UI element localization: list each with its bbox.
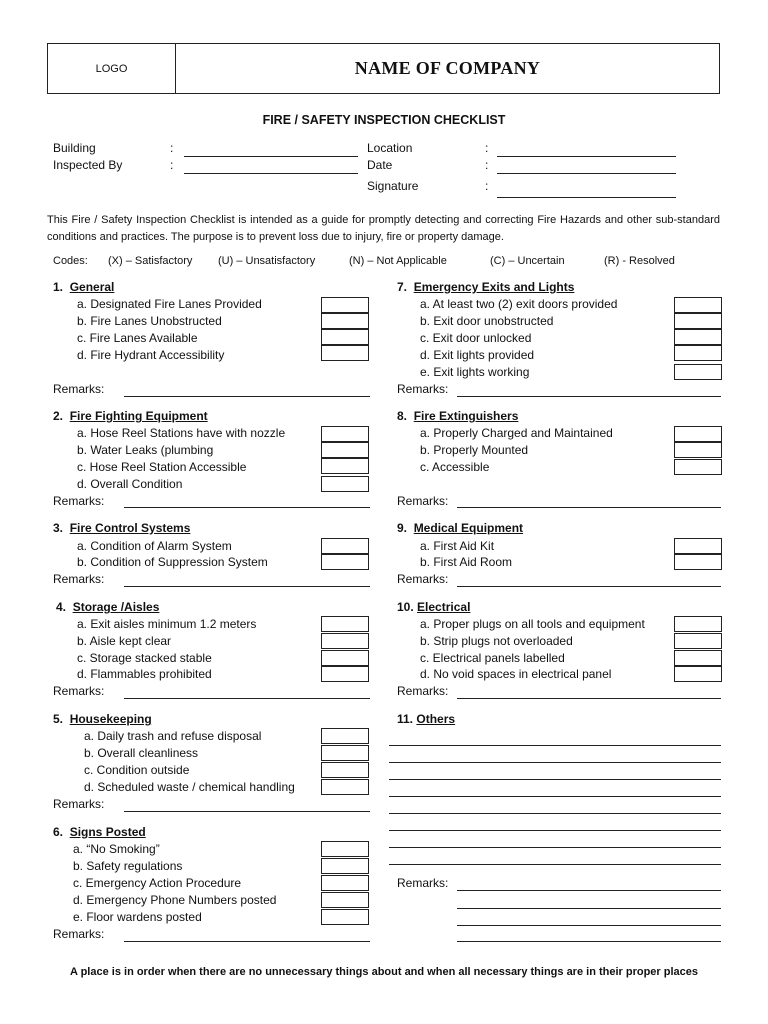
company-name: NAME OF COMPANY bbox=[354, 58, 541, 78]
checkbox[interactable] bbox=[321, 892, 369, 908]
colon: : bbox=[485, 141, 489, 155]
others-line[interactable] bbox=[389, 796, 721, 797]
checkbox[interactable] bbox=[321, 779, 369, 795]
others-line[interactable] bbox=[389, 847, 721, 848]
checklist-item: a. Daily trash and refuse disposal bbox=[84, 729, 262, 743]
inspected-by-label: Inspected By bbox=[53, 158, 123, 172]
code-not-applicable: (N) – Not Applicable bbox=[349, 255, 447, 267]
checkbox[interactable] bbox=[321, 841, 369, 857]
checklist-item: b. Safety regulations bbox=[73, 859, 183, 873]
section-title: 7. Emergency Exits and Lights bbox=[397, 280, 575, 294]
checkbox[interactable] bbox=[321, 875, 369, 891]
checkbox[interactable] bbox=[321, 762, 369, 778]
colon: : bbox=[485, 179, 489, 193]
checklist-item: d. No void spaces in electrical panel bbox=[420, 667, 612, 681]
remarks-field[interactable] bbox=[124, 698, 370, 699]
checklist-item: d. Emergency Phone Numbers posted bbox=[73, 893, 277, 907]
remarks-field[interactable] bbox=[124, 941, 370, 942]
checklist-item: c. Storage stacked stable bbox=[77, 651, 212, 665]
checklist-item: b. Properly Mounted bbox=[420, 443, 529, 457]
remarks-label: Remarks: bbox=[53, 494, 105, 508]
checkbox[interactable] bbox=[321, 616, 369, 632]
checklist-item: b. Fire Lanes Unobstructed bbox=[77, 314, 222, 328]
checklist-item: d. Exit lights provided bbox=[420, 348, 535, 362]
checkbox[interactable] bbox=[321, 538, 369, 554]
remarks-label: Remarks: bbox=[397, 494, 449, 508]
checklist-item: b. Strip plugs not overloaded bbox=[420, 634, 573, 648]
checkbox[interactable] bbox=[674, 313, 722, 329]
section-title: 9. Medical Equipment bbox=[397, 521, 524, 535]
remarks-field[interactable] bbox=[457, 698, 721, 699]
checklist-item: c. Accessible bbox=[420, 460, 490, 474]
checkbox[interactable] bbox=[321, 426, 369, 442]
checkbox[interactable] bbox=[321, 554, 369, 570]
checklist-item: a. First Aid Kit bbox=[420, 539, 495, 553]
others-line[interactable] bbox=[389, 779, 721, 780]
location-field[interactable] bbox=[497, 156, 676, 157]
checkbox[interactable] bbox=[674, 554, 722, 570]
checkbox[interactable] bbox=[321, 458, 369, 474]
checklist-item: c. Fire Lanes Available bbox=[77, 331, 198, 345]
checklist-item: c. Condition outside bbox=[84, 763, 190, 777]
checkbox[interactable] bbox=[321, 728, 369, 744]
code-resolved: (R) - Resolved bbox=[604, 255, 675, 267]
checklist-item: c. Emergency Action Procedure bbox=[73, 876, 242, 890]
codes-label: Codes: bbox=[53, 255, 88, 267]
date-field[interactable] bbox=[497, 173, 676, 174]
remarks-field[interactable] bbox=[457, 908, 721, 909]
others-line[interactable] bbox=[389, 830, 721, 831]
remarks-label: Remarks: bbox=[397, 382, 449, 396]
checklist-item: a. Designated Fire Lanes Provided bbox=[77, 297, 262, 311]
remarks-field[interactable] bbox=[124, 507, 370, 508]
intro-paragraph: This Fire / Safety Inspection Checklist is intended as a guide for promptly detecting and correcting Fire Hazards and other sub-standard conditions and practices. The purpose is to prevent loss due to injury, fire or property damage. bbox=[47, 214, 720, 243]
others-line[interactable] bbox=[389, 762, 721, 763]
header-box bbox=[47, 43, 720, 94]
checklist-item: b. First Aid Room bbox=[420, 555, 513, 569]
checklist-item: a. Condition of Alarm System bbox=[77, 539, 232, 553]
checkbox[interactable] bbox=[321, 313, 369, 329]
code-satisfactory: (X) – Satisfactory bbox=[108, 255, 193, 267]
remarks-label: Remarks: bbox=[53, 927, 105, 941]
checklist-item: b. Overall cleanliness bbox=[84, 746, 199, 760]
checkbox[interactable] bbox=[674, 633, 722, 649]
remarks-field[interactable] bbox=[457, 941, 721, 942]
checklist-item: a. Proper plugs on all tools and equipment bbox=[420, 617, 645, 631]
section-title: 8. Fire Extinguishers bbox=[397, 409, 519, 423]
date-label: Date bbox=[367, 158, 393, 172]
section-title: 4. Storage /Aisles bbox=[56, 600, 160, 614]
building-label: Building bbox=[53, 141, 96, 155]
checklist-item: b. Condition of Suppression System bbox=[77, 555, 268, 569]
signature-field[interactable] bbox=[497, 197, 676, 198]
checklist-item: a. Hose Reel Stations have with nozzle bbox=[77, 426, 286, 440]
remarks-field[interactable] bbox=[124, 811, 370, 812]
section-title: 10. Electrical bbox=[397, 600, 471, 614]
signature-label: Signature bbox=[367, 179, 419, 193]
checkbox[interactable] bbox=[674, 538, 722, 554]
checkbox[interactable] bbox=[674, 426, 722, 442]
code-uncertain: (C) – Uncertain bbox=[490, 255, 565, 267]
remarks-field[interactable] bbox=[457, 396, 721, 397]
checkbox[interactable] bbox=[321, 297, 369, 313]
checkbox[interactable] bbox=[321, 633, 369, 649]
remarks-field[interactable] bbox=[457, 586, 721, 587]
checkbox[interactable] bbox=[674, 297, 722, 313]
section-title: 3. Fire Control Systems bbox=[53, 521, 191, 535]
remarks-label: Remarks: bbox=[397, 684, 449, 698]
remarks-label: Remarks: bbox=[53, 684, 105, 698]
checklist-item: a. Properly Charged and Maintained bbox=[420, 426, 613, 440]
remarks-label: Remarks: bbox=[53, 572, 105, 586]
checkbox[interactable] bbox=[674, 345, 722, 361]
remarks-label: Remarks: bbox=[53, 382, 105, 396]
remarks-label: Remarks: bbox=[397, 876, 449, 890]
remarks-field[interactable] bbox=[124, 396, 370, 397]
checkbox[interactable] bbox=[321, 476, 369, 492]
checklist-item: d. Flammables prohibited bbox=[77, 667, 212, 681]
checkbox[interactable] bbox=[321, 345, 369, 361]
location-label: Location bbox=[367, 141, 413, 155]
checklist-item: c. Exit door unlocked bbox=[420, 331, 532, 345]
checkbox[interactable] bbox=[674, 329, 722, 345]
checklist-item: c. Hose Reel Station Accessible bbox=[77, 460, 247, 474]
remarks-field[interactable] bbox=[124, 586, 370, 587]
page-title: FIRE / SAFETY INSPECTION CHECKLIST bbox=[262, 113, 506, 127]
section-title: 5. Housekeeping bbox=[53, 712, 152, 726]
checklist-item: a. Exit aisles minimum 1.2 meters bbox=[77, 617, 257, 631]
building-field[interactable] bbox=[184, 156, 358, 157]
checklist-item: b. Water Leaks (plumbing bbox=[77, 443, 214, 457]
checklist-item: e. Exit lights working bbox=[420, 365, 530, 379]
checkbox[interactable] bbox=[674, 364, 722, 380]
section-title: 2. Fire Fighting Equipment bbox=[53, 409, 208, 423]
checklist-item: c. Electrical panels labelled bbox=[420, 651, 565, 665]
checkbox[interactable] bbox=[321, 650, 369, 666]
checkbox[interactable] bbox=[321, 745, 369, 761]
checkbox[interactable] bbox=[321, 666, 369, 682]
others-line[interactable] bbox=[389, 813, 721, 814]
checklist-item: d. Scheduled waste / chemical handling bbox=[84, 780, 295, 794]
inspected-by-field[interactable] bbox=[184, 173, 358, 174]
checkbox[interactable] bbox=[674, 616, 722, 632]
colon: : bbox=[485, 158, 489, 172]
checkbox[interactable] bbox=[674, 666, 722, 682]
checklist-item: b. Aisle kept clear bbox=[77, 634, 172, 648]
others-line[interactable] bbox=[389, 864, 721, 865]
logo-placeholder: LOGO bbox=[95, 62, 128, 75]
checkbox[interactable] bbox=[321, 442, 369, 458]
checklist-item: d. Overall Condition bbox=[77, 477, 183, 491]
others-line[interactable] bbox=[389, 745, 721, 746]
remarks-label: Remarks: bbox=[397, 572, 449, 586]
remarks-field[interactable] bbox=[457, 507, 721, 508]
checkbox[interactable] bbox=[674, 442, 722, 458]
checkbox[interactable] bbox=[321, 329, 369, 345]
section-title: 11. Others bbox=[397, 712, 456, 726]
checkbox[interactable] bbox=[321, 909, 369, 925]
checklist-item: a. “No Smoking” bbox=[73, 842, 160, 856]
checklist-item: a. At least two (2) exit doors provided bbox=[420, 297, 618, 311]
checkbox[interactable] bbox=[674, 459, 722, 475]
checkbox[interactable] bbox=[321, 858, 369, 874]
checkbox[interactable] bbox=[674, 650, 722, 666]
remarks-field[interactable] bbox=[457, 890, 721, 891]
checklist-item: b. Exit door unobstructed bbox=[420, 314, 554, 328]
remarks-field[interactable] bbox=[457, 925, 721, 926]
checklist-item: e. Floor wardens posted bbox=[73, 910, 202, 924]
section-title: 6. Signs Posted bbox=[53, 825, 146, 839]
colon: : bbox=[170, 141, 174, 155]
colon: : bbox=[170, 158, 174, 172]
code-unsatisfactory: (U) – Unsatisfactory bbox=[218, 255, 316, 267]
checklist-item: d. Fire Hydrant Accessibility bbox=[77, 348, 225, 362]
section-title: 1. General bbox=[53, 280, 115, 294]
remarks-label: Remarks: bbox=[53, 797, 105, 811]
footer-note: A place is in order when there are no unnecessary things about and when all necessary things are in their proper places bbox=[70, 966, 698, 978]
